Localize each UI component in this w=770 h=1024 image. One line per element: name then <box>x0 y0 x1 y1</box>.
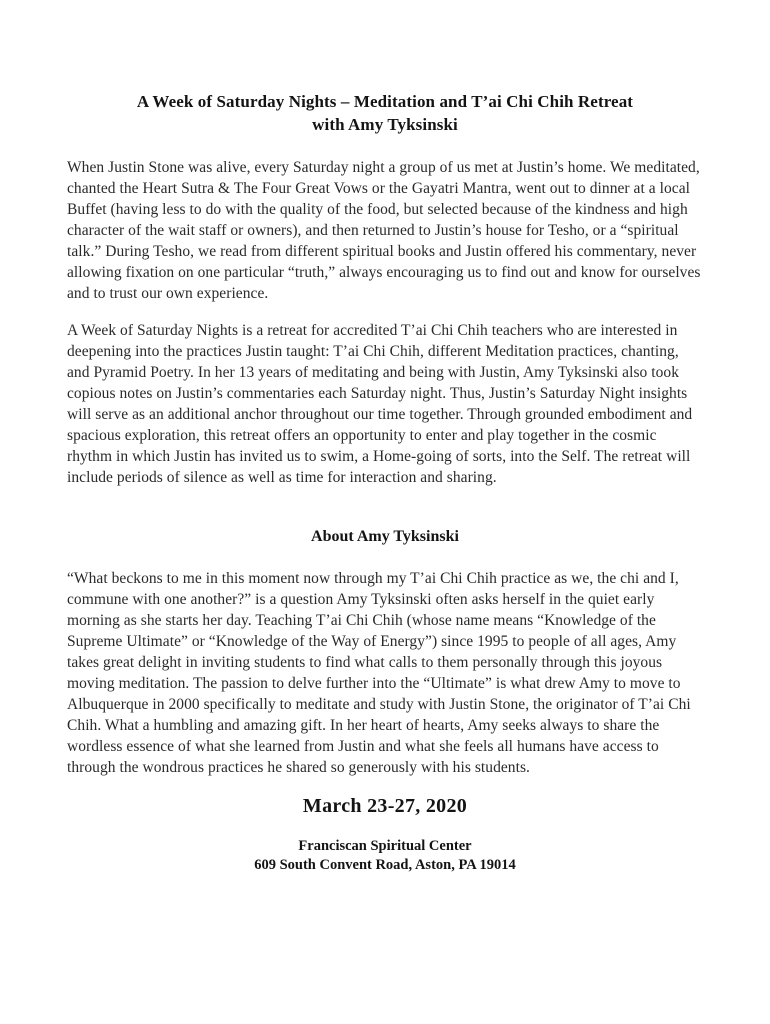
paragraph-retreat-description: A Week of Saturday Nights is a retreat for accredited T’ai Chi Chih teachers who are interested in deepening into the practices Justin taught: T’ai Chi Chih, different Meditation practices, chanting, and Pyramid Poetry. In her 13 years of meditating and being with Justin, Amy Tyksinski also took copious notes on Justin’s commentaries each Saturday night. Thus, Justin’s Saturday Night insights will serve as an additional anchor throughout our time together. Through grounded embodiment and spacious exploration, this retreat offers an opportunity to enter and play together in the cosmic rhythm in which Justin has invited us to swim, a Home-going of sorts, into the Self. The retreat will include periods of silence as well as time for interaction and sharing. <box>67 322 693 486</box>
paragraph-saturday-nights-history: When Justin Stone was alive, every Saturday night a group of us met at Justin’s home. We meditated, chanted the Heart Sutra & The Four Great Vows or the Gayatri Mantra, went out to dinner at a local Buffet (having less to do with the quality of the food, but selected because of the kindness and high character of the wait staff or owners), and then returned to Justin’s house for Tesho, or a “spiritual talk.” During Tesho, we read from different spiritual books and Justin offered his commentary, never allowing fixation on one particular “truth,” always encouraging us to find out and know for ourselves and to trust our own experience. <box>67 159 701 302</box>
document-title-line-1: A Week of Saturday Nights – Meditation and T’ai Chi Chih Retreat <box>136 92 634 111</box>
venue-address: 609 South Convent Road, Aston, PA 19014 <box>254 857 516 873</box>
document-title <box>67 90 703 136</box>
document-content <box>67 0 703 875</box>
about-section-heading: About Amy Tyksinski <box>311 528 459 545</box>
venue-name: Franciscan Spiritual Center <box>298 838 472 854</box>
event-date-heading: March 23-27, 2020 <box>302 795 468 817</box>
document-title-line-2: with Amy Tyksinski <box>312 115 458 134</box>
paragraph-about-amy: “What beckons to me in this moment now through my T’ai Chi Chih practice as we, the chi and I, commune with one another?” is a question Amy Tyksinski often asks herself in the quiet early morning as she starts her day. Teaching T’ai Chi Chih (whose name means “Knowledge of the Supreme Ultimate” or “Knowledge of the Way of Energy”) since 1995 to people of all ages, Amy takes great delight in inviting students to find what calls to them personally through this joyous moving meditation. The passion to delve further into the “Ultimate” is what drew Amy to move to Albuquerque in 2000 specifically to meditate and study with Justin Stone, the originator of T’ai Chi Chih. What a humbling and amazing gift. In her heart of hearts, Amy seeks always to share the wordless essence of what she learned from Justin and what she feels all humans have access to through the wondrous practices he shared so generously with his students. <box>67 570 691 776</box>
venue-block <box>67 837 703 875</box>
